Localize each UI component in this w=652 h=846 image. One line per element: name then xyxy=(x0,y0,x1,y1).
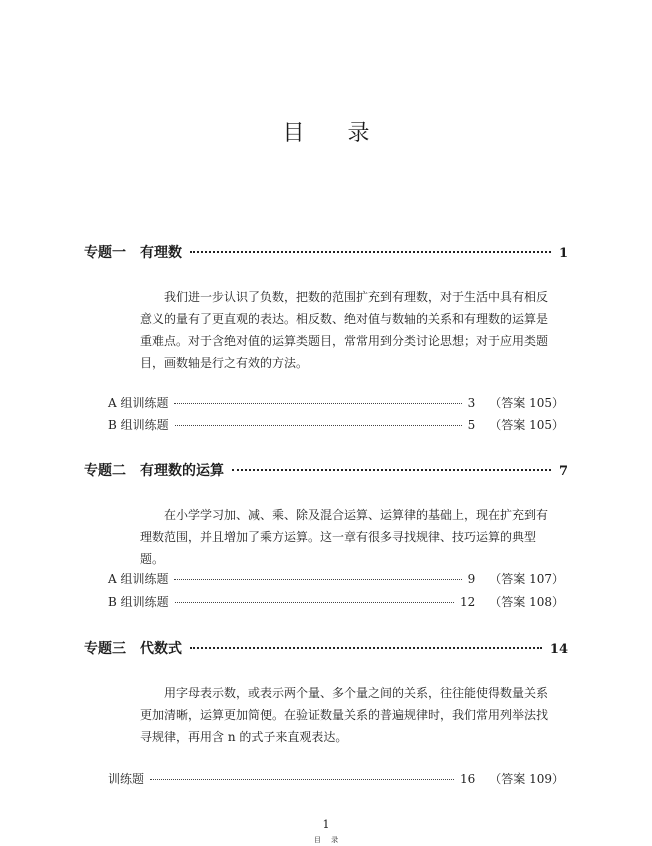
toc-entry[interactable] xyxy=(108,394,564,411)
toc-entry[interactable] xyxy=(108,570,564,587)
chapter-page: 1 xyxy=(558,246,568,261)
entry-label: B 组训练题 xyxy=(108,418,169,432)
toc-entry[interactable] xyxy=(108,416,564,433)
entry-page: 5 xyxy=(467,418,476,432)
chapter-number: 专题二 xyxy=(84,463,126,479)
chapter-heading[interactable] xyxy=(84,460,568,480)
entry-label: 训练题 xyxy=(108,772,145,786)
entry-answer: （答案 108） xyxy=(489,595,564,609)
page-title: 目 录 xyxy=(282,121,388,146)
chapter-number: 专题三 xyxy=(84,641,126,657)
dot-leader xyxy=(175,425,462,426)
chapter-name: 有理数 xyxy=(140,245,182,261)
footer-label: 目 录 xyxy=(313,836,343,844)
toc-entry[interactable] xyxy=(108,770,564,787)
dot-leader xyxy=(150,779,454,780)
chapter-description: 用字母表示数，或表示两个量、多个量之间的关系，往往能使得数量关系更加清晰，运算更加简便。在验证数量关系的普遍规律时，我们常用列举法找寻规律，再用含 n 的式子来直观表达。 xyxy=(140,686,549,744)
chapter-description: 我们进一步认识了负数，把数的范围扩充到有理数，对于生活中具有相反意义的量有了更直观的表达。相反数、绝对值与数轴的关系和有理数的运算是重难点。对于含绝对值的运算类题目，常常用到分类讨论思想；对于应用类题目，画数轴是行之有效的方法。 xyxy=(140,290,549,370)
entry-answer: （答案 105） xyxy=(489,418,564,432)
entry-answer: （答案 109） xyxy=(489,772,564,786)
chapter-heading[interactable] xyxy=(84,638,568,658)
entry-answer: （答案 105） xyxy=(489,396,564,410)
entry-answer: （答案 107） xyxy=(489,572,564,586)
chapter-name: 代数式 xyxy=(140,641,182,657)
footer-page-number: 1 xyxy=(322,818,330,831)
entry-page: 9 xyxy=(467,572,476,586)
entry-page: 12 xyxy=(459,595,476,609)
dot-leader xyxy=(190,647,542,649)
entry-page: 3 xyxy=(467,396,476,410)
chapter-name: 有理数的运算 xyxy=(140,463,224,479)
dot-leader xyxy=(190,251,551,253)
toc-entry[interactable] xyxy=(108,593,564,610)
dot-leader xyxy=(174,403,461,404)
entry-label: A 组训练题 xyxy=(108,572,169,586)
chapter-page: 14 xyxy=(549,642,568,657)
chapter-description: 在小学学习加、减、乘、除及混合运算、运算律的基础上，现在扩充到有理数范围，并且增加了乘方运算。这一章有很多寻找规律、技巧运算的典型题。 xyxy=(140,508,549,566)
dot-leader xyxy=(232,469,551,471)
chapter-heading[interactable] xyxy=(84,242,568,262)
dot-leader xyxy=(174,579,461,580)
entry-label: A 组训练题 xyxy=(108,396,169,410)
chapter-number: 专题一 xyxy=(84,245,126,261)
dot-leader xyxy=(175,602,454,603)
entry-label: B 组训练题 xyxy=(108,595,169,609)
entry-page: 16 xyxy=(459,772,476,786)
chapter-page: 7 xyxy=(558,464,568,479)
